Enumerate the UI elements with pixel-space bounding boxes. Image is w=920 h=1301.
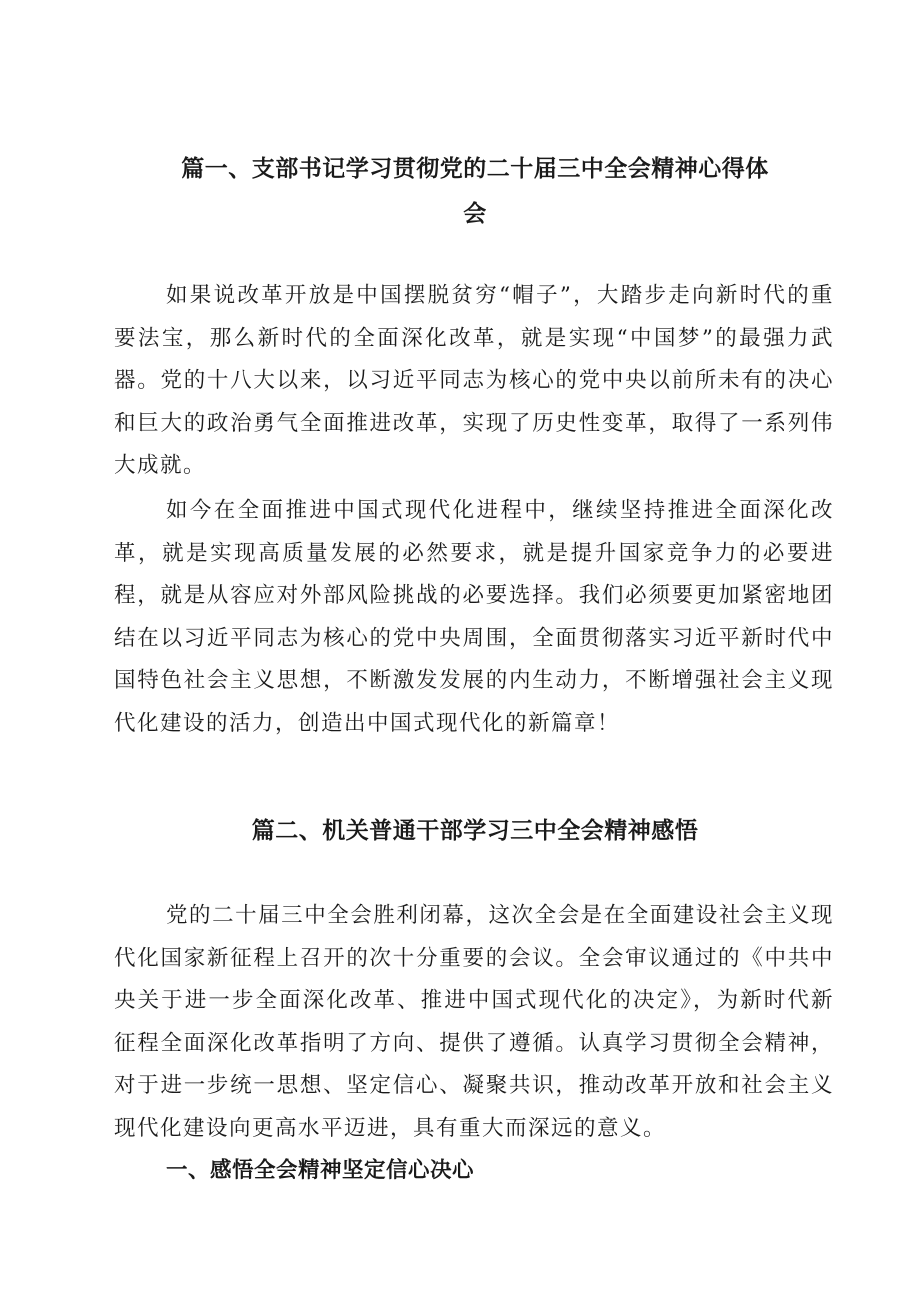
section2-subheading: 一、感悟全会精神坚定信心决心 bbox=[166, 1158, 475, 1183]
section1-paragraph-2: 如今在全面推进中国式现代化进程中，继续坚持推进全面深化改革，就是实现高质量发展的必然要求，就是提升国家竞争力的必要进程，就是从容应对外部风险挑战的必要选择。我们必须要更加紧密地团结在以习近平同志为核心的党中央周围，全面贯彻落实习近平新时代中国特色社会主义思想，不断激发发展的内生动力，不断增强社会主义现代化建设的活力，创造出中国式现代化的新篇章！ bbox=[114, 498, 834, 736]
section2-title: 篇二、机关普通干部学习三中全会精神感悟 bbox=[251, 818, 699, 844]
section2-paragraph-1: 党的二十届三中全会胜利闭幕，这次全会是在全面建设社会主义现代化国家新征程上召开的次十分重要的会议。全会审议通过的《中共中央关于进一步全面深化改革、推进中国式现代化的决定》，为新时代新征程全面深化改革指明了方向、提供了遵循。认真学习贯彻全会精神，对于进一步统一思想、坚定信心、凝聚共识，推动改革开放和社会主义现代化建设向更高水平迈进，具有重大而深远的意义。 bbox=[114, 903, 834, 1141]
section1-title-line1: 篇一、支部书记学习贯彻党的二十届三中全会精神心得体 bbox=[181, 156, 769, 182]
section1-title-line2: 会 bbox=[463, 201, 487, 227]
section1-paragraph-1: 如果说改革开放是中国摆脱贫穷“帽子”，大踏步走向新时代的重要法宝，那么新时代的全面深化改革，就是实现“中国梦”的最强力武器。党的十八大以来，以习近平同志为核心的党中央以前所未有的决心和巨大的政治勇气全面推进改革，实现了历史性变革，取得了一系列伟大成就。 bbox=[114, 283, 834, 478]
